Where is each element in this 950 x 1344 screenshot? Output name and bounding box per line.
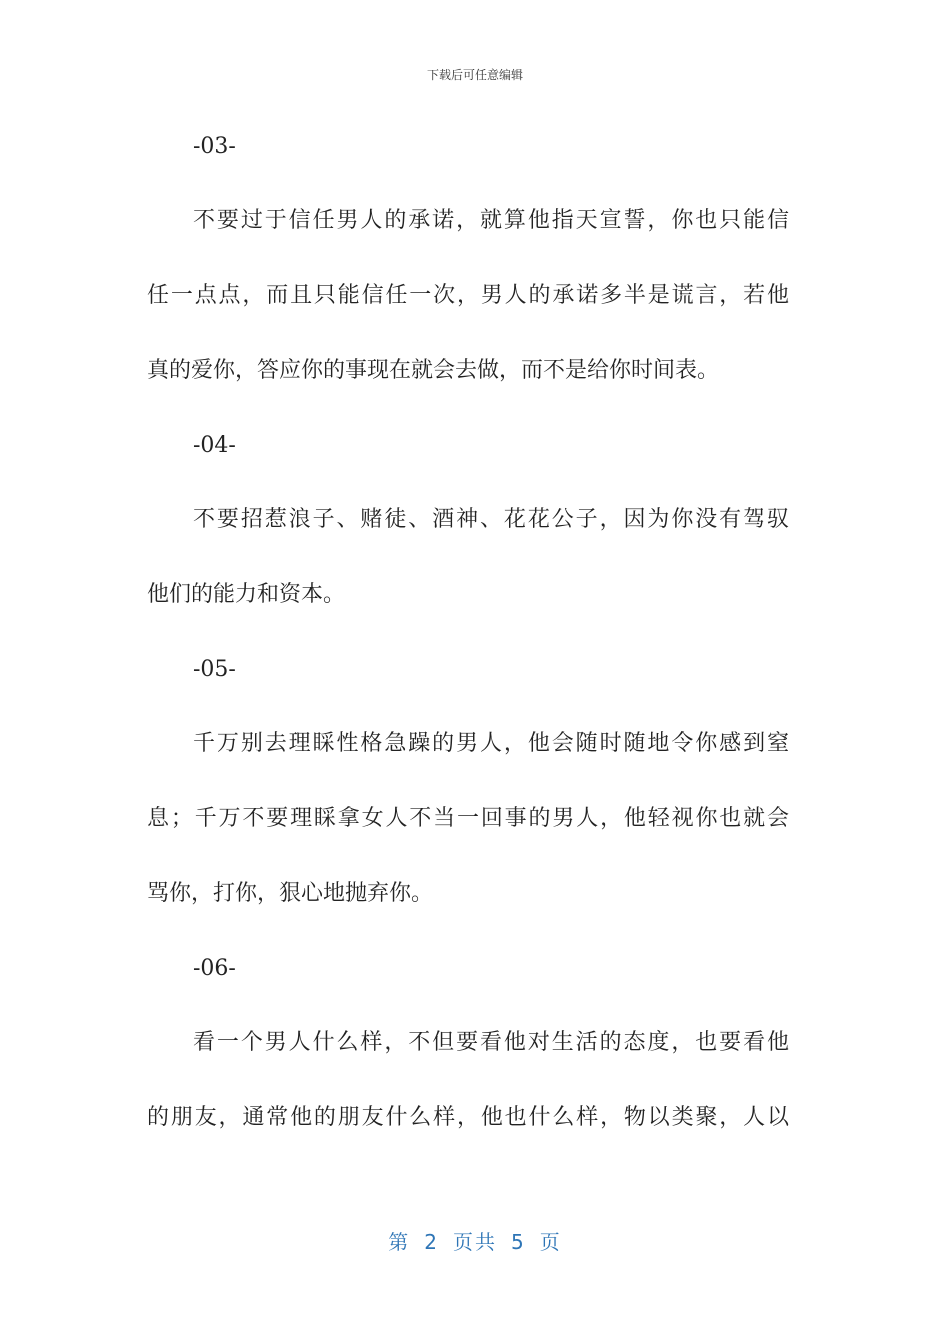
section-number-03: -03- bbox=[193, 134, 236, 159]
paragraph-line: 他们的能力和资本。 bbox=[147, 582, 346, 607]
paragraph-line: 真的爱你，答应你的事现在就会去做，而不是给你时间表。 bbox=[147, 358, 720, 383]
footer-total-pages: 5 bbox=[511, 1230, 526, 1254]
section-number-06: -06- bbox=[193, 956, 236, 981]
footer-prefix: 第 bbox=[388, 1230, 411, 1254]
paragraph-line: 骂你，打你，狠心地抛弃你。 bbox=[147, 881, 434, 906]
footer-middle: 页共 bbox=[453, 1230, 497, 1254]
section-number-05: -05- bbox=[193, 657, 236, 682]
paragraph-line: 不要过于信任男人的承诺，就算他指天宣誓，你也只能信 bbox=[193, 208, 789, 233]
page-header: 下载后可任意编辑 bbox=[426, 68, 523, 82]
page-footer bbox=[0, 1226, 950, 1255]
section-number-04: -04- bbox=[193, 433, 236, 458]
paragraph-line: 不要招惹浪子、赌徒、酒神、花花公子，因为你没有驾驭 bbox=[193, 507, 789, 532]
paragraph-line: 千万别去理睬性格急躁的男人，他会随时随地令你感到窒 bbox=[193, 731, 789, 756]
footer-suffix: 页 bbox=[539, 1230, 562, 1254]
paragraph-line: 看一个男人什么样，不但要看他对生活的态度，也要看他 bbox=[193, 1030, 789, 1055]
paragraph-line: 任一点点，而且只能信任一次，男人的承诺多半是谎言，若他 bbox=[147, 283, 789, 308]
paragraph-line: 的朋友，通常他的朋友什么样，他也什么样，物以类聚，人以 bbox=[147, 1105, 789, 1130]
footer-current-page: 2 bbox=[424, 1230, 439, 1254]
paragraph-line: 息；千万不要理睬拿女人不当一回事的男人，他轻视你也就会 bbox=[147, 806, 789, 831]
